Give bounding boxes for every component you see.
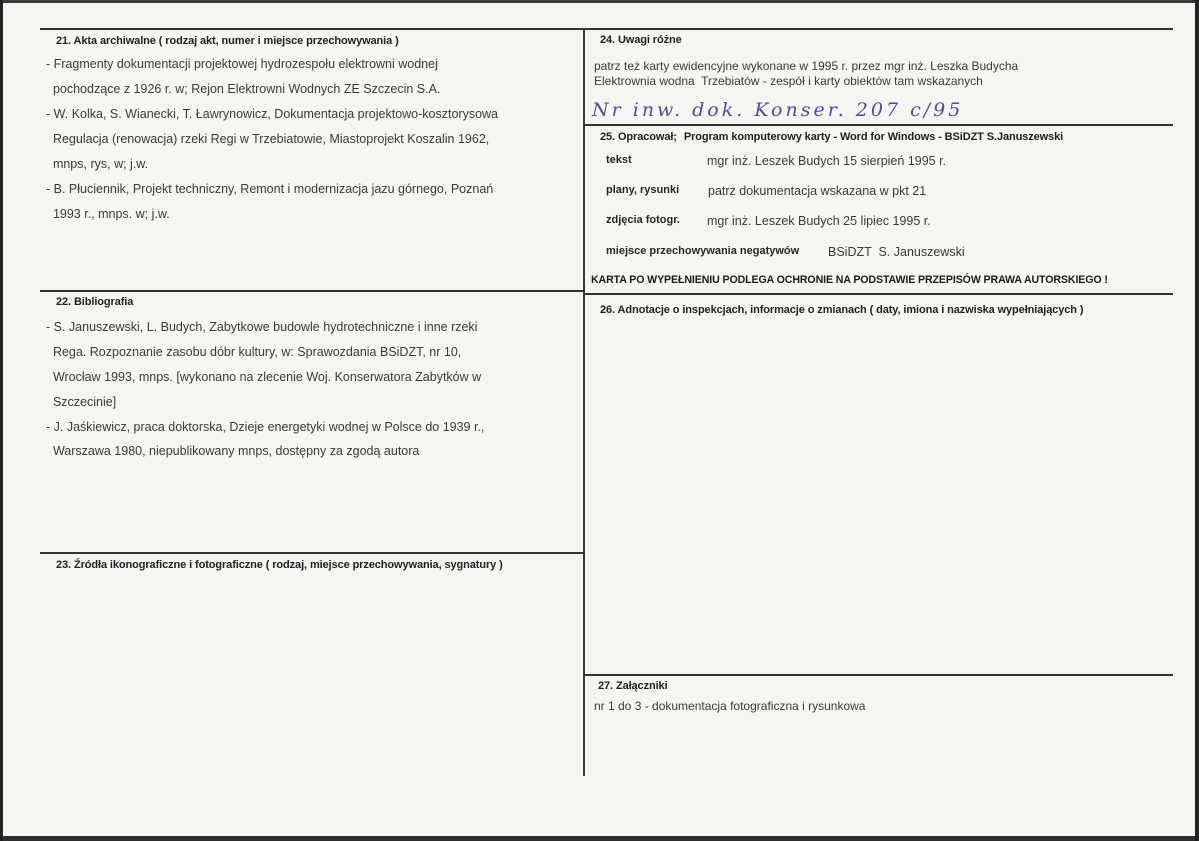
column-divider	[583, 28, 585, 776]
section-21-line: - B. Płuciennik, Projekt techniczny, Remont i modernizacja jazu górnego, Poznań	[46, 182, 494, 196]
section-21-title: 21. Akta archiwalne ( rodzaj akt, numer i miejsce przechowywania )	[56, 35, 399, 47]
section-25-title	[600, 131, 1063, 143]
section-22-title: 22. Bibliografia	[56, 296, 134, 308]
row-label-negatives-location: miejsce przechowywania negatywów	[606, 245, 800, 257]
handwritten-inventory-note: Nr inw. dok. Konser. 207 c/95	[592, 99, 964, 121]
divider-section-22	[40, 290, 585, 292]
section-22-line: - J. Jaśkiewicz, praca doktorska, Dzieje energetyki wodnej w Polsce do 1939 r.,	[46, 420, 485, 434]
section-24-line: patrz też karty ewidencyjne wykonane w 1995 r. przez mgr inż. Leszka Budycha	[594, 59, 1019, 73]
divider-top-right	[585, 28, 1173, 30]
section-22-line: Rega. Rozpoznanie zasobu dóbr kultury, w: Sprawozdania BSiDZT, nr 10,	[46, 345, 462, 359]
copyright-warning: KARTA PO WYPEŁNIENIU PODLEGA OCHRONIE NA PODSTAWIE PRZEPISÓW PRAWA AUTORSKIEGO !	[591, 274, 1108, 286]
section-21-line: pochodzące z 1926 r. w; Rejon Elektrowni Wodnych ZE Szczecin S.A.	[46, 82, 441, 96]
row-label-text: tekst	[606, 154, 632, 166]
section-21-line: - Fragmenty dokumentacji projektowej hydrozespołu elektrowni wodnej	[46, 57, 438, 71]
section-21-line: 1993 r., mnps. w; j.w.	[46, 207, 170, 221]
row-label-photos: zdjęcia fotogr.	[606, 214, 680, 226]
section-26-title: 26. Adnotacje o inspekcjach, informacje o zmianach ( daty, imiona i nazwiska wypełniających )	[600, 304, 1084, 316]
section-22-line: - S. Januszewski, L. Budych, Zabytkowe budowle hydrotechniczne i inne rzeki	[46, 320, 478, 334]
divider-section-23	[40, 552, 585, 554]
section-27-line: nr 1 do 3 - dokumentacja fotograficzna i rysunkowa	[594, 699, 866, 713]
scan-border-top	[0, 0, 1199, 3]
section-22-line: Szczecinie]	[46, 395, 117, 409]
section-22-line: Wrocław 1993, mnps. [wykonano na zlecenie Woj. Konserwatora Zabytków w	[46, 370, 482, 384]
row-value-photos: mgr inż. Leszek Budych 25 lipiec 1995 r.	[707, 214, 931, 228]
section-24-line: Elektrownia wodna Trzebiatów - zespół i karty obiektów tam wskazanych	[594, 74, 983, 88]
divider-section-25	[585, 124, 1173, 126]
section-22-line: Warszawa 1980, niepublikowany mnps, dostępny za zgodą autora	[46, 444, 420, 458]
divider-section-26	[585, 293, 1173, 295]
scan-border-right	[1195, 0, 1199, 841]
section-24-title: 24. Uwagi różne	[600, 34, 682, 46]
row-value-negatives-location: BSiDZT S. Januszewski	[828, 245, 965, 259]
section-27-title: 27. Załączniki	[598, 680, 668, 692]
section-25-title-label: 25. Opracował;	[600, 131, 677, 143]
scan-border-bottom	[0, 836, 1199, 841]
divider-top-left	[40, 28, 585, 30]
row-label-plans: plany, rysunki	[606, 184, 680, 196]
section-23-title: 23. Źródła ikonograficzne i fotograficzne ( rodzaj, miejsce przechowywania, sygnatury )	[56, 559, 503, 571]
section-25-title-value: Program komputerowy karty - Word for Windows - BSiDZT S.Januszewski	[683, 131, 1064, 143]
section-21-line: mnps, rys, w; j.w.	[46, 157, 149, 171]
scan-border-left	[0, 0, 3, 841]
section-21-line: - W. Kolka, S. Wianecki, T. Ławrynowicz, Dokumentacja projektowo-kosztorysowa	[46, 107, 499, 121]
divider-section-27	[585, 674, 1173, 676]
row-value-text: mgr inż. Leszek Budych 15 sierpień 1995 r.	[707, 154, 947, 168]
section-21-line: Regulacja (renowacja) rzeki Regi w Trzebiatowie, Miastoprojekt Koszalin 1962,	[46, 132, 490, 146]
row-value-plans: patrz dokumentacja wskazana w pkt 21	[708, 184, 927, 198]
